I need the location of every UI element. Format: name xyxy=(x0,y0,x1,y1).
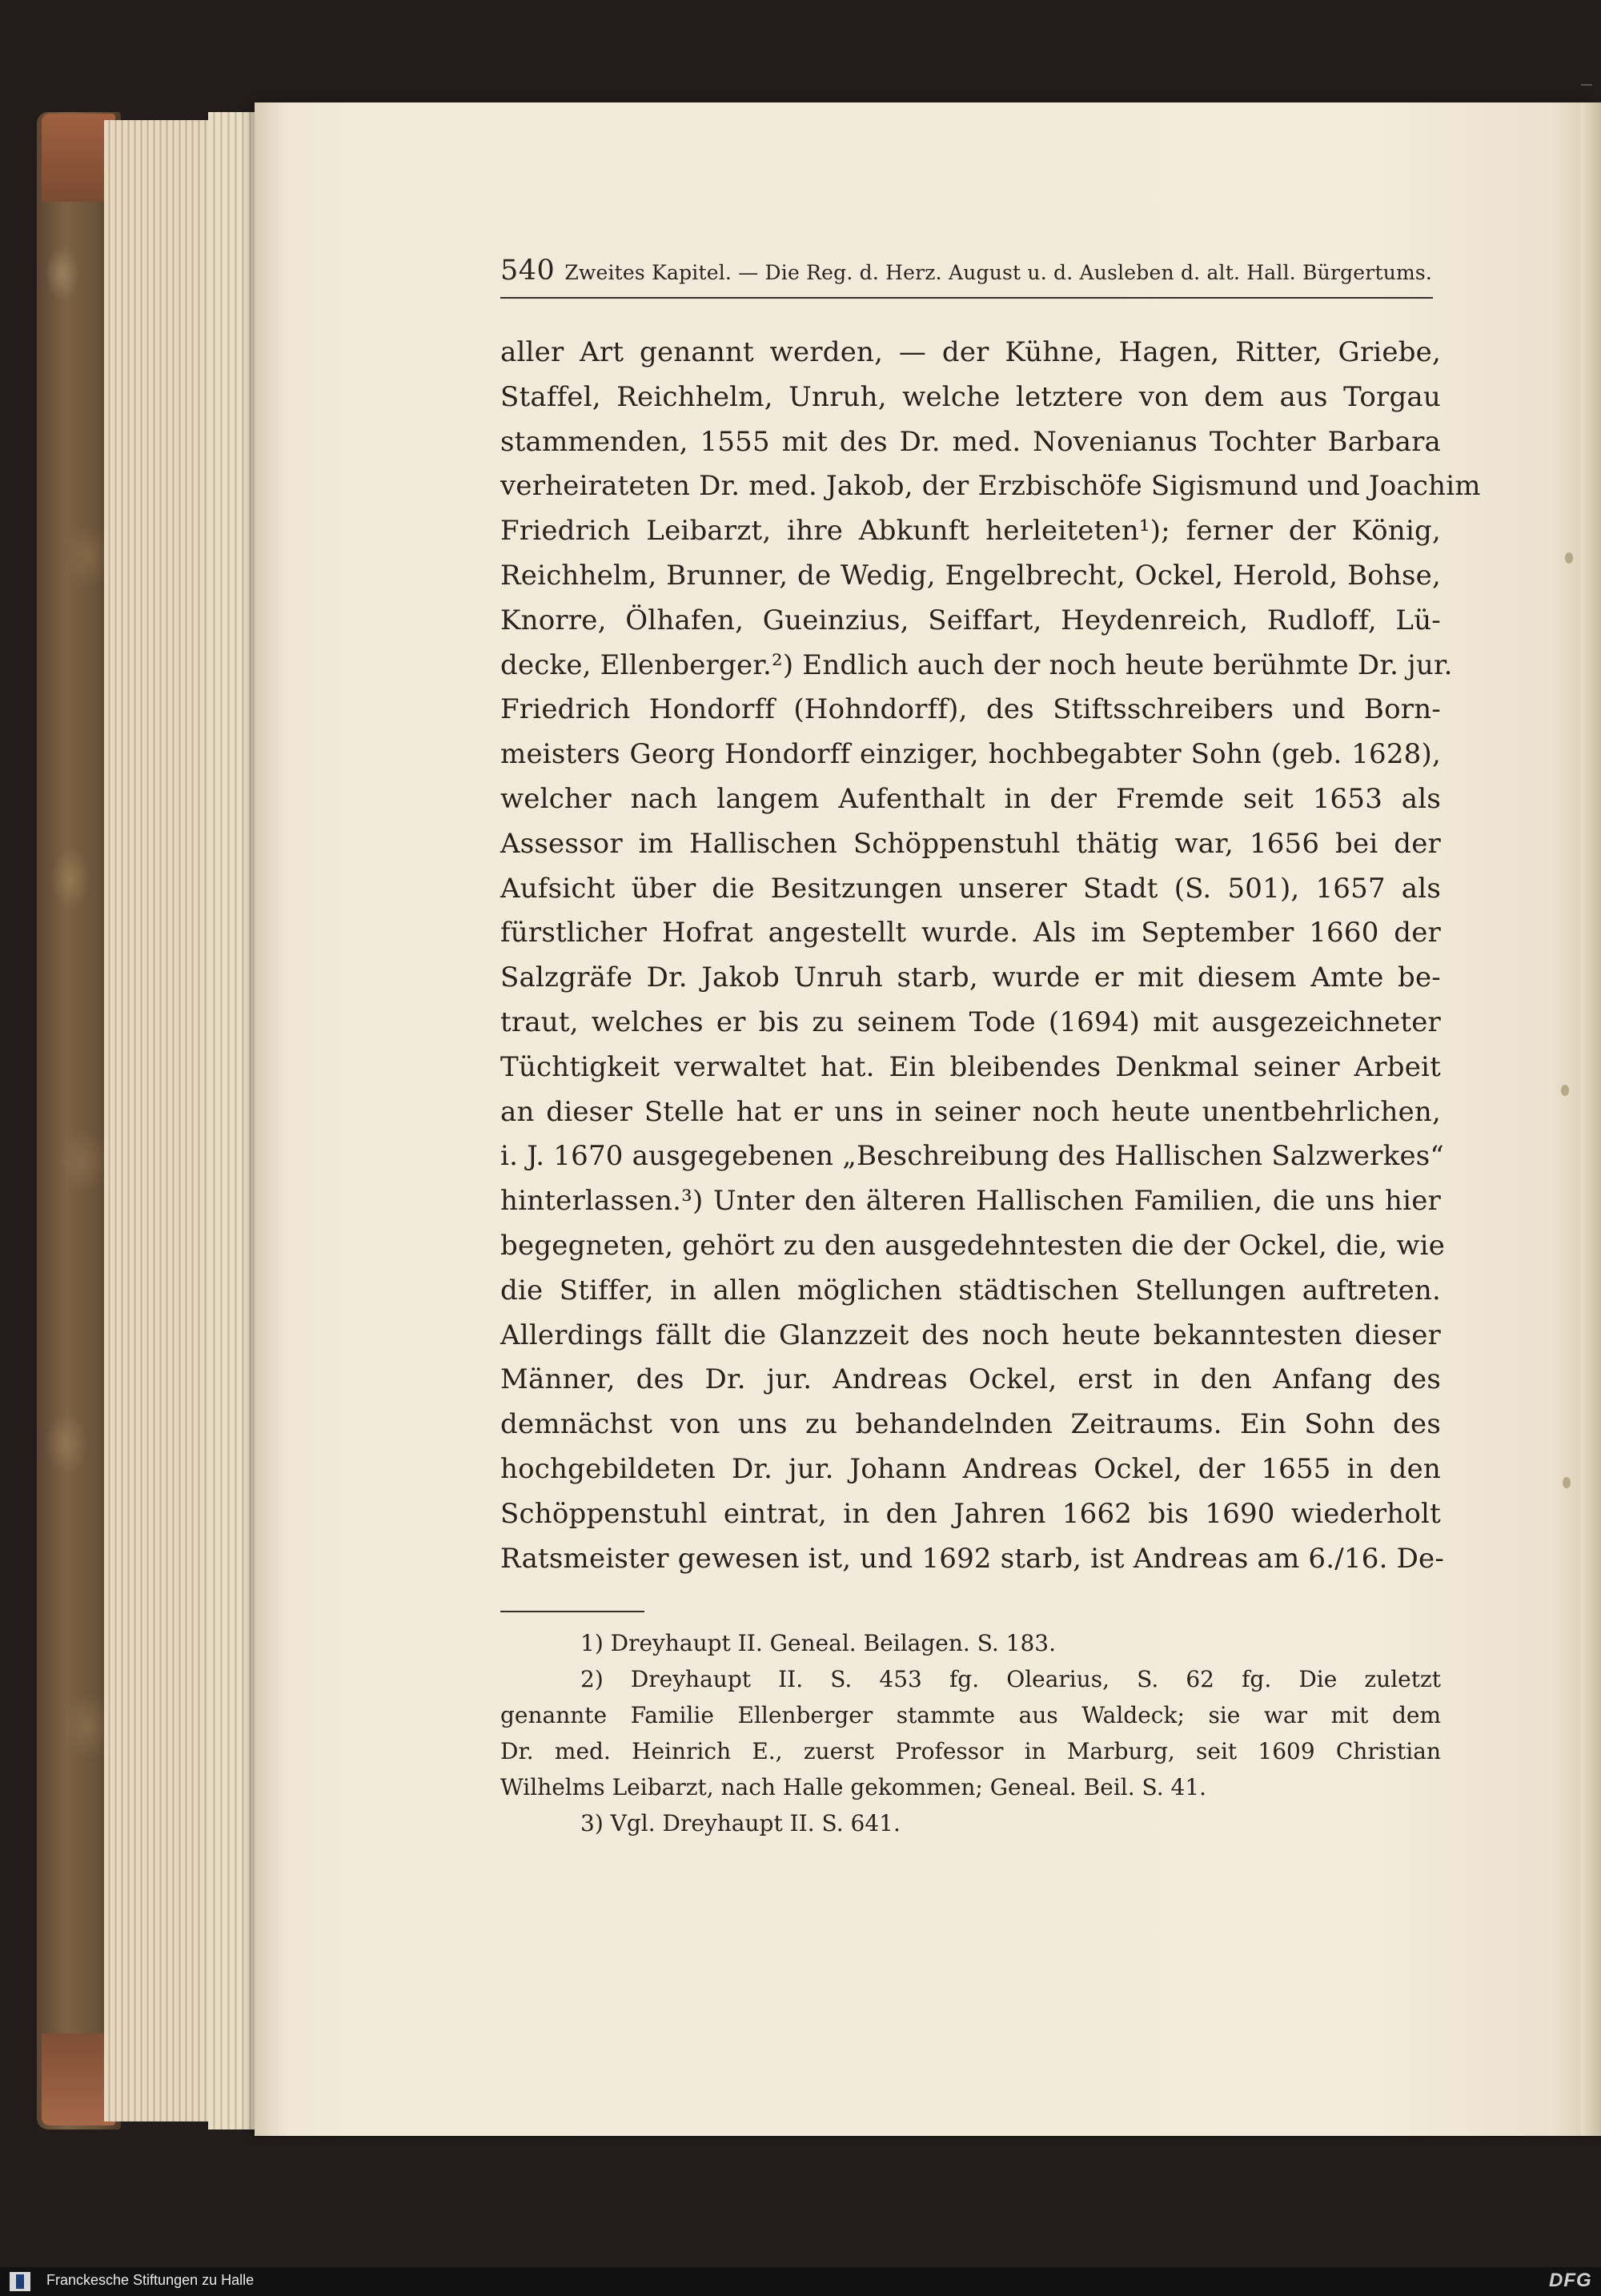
text-line: Ratsmeister gewesen ist, und 1692 starb, ist Andreas am 6./16. De- xyxy=(500,1542,1445,1575)
text-line: aller Art genannt werden, — der Kühne, Hagen, Ritter, Griebe, xyxy=(500,336,1441,368)
text-line: stammenden, 1555 mit des Dr. med. Novenianus Tochter Barbara xyxy=(500,425,1441,458)
page-mark xyxy=(1561,1085,1569,1096)
page-mark xyxy=(1565,552,1573,564)
footnote-2-line: genannte Familie Ellenberger stammte aus Waldeck; sie war mit dem xyxy=(500,1702,1441,1728)
text-line: hochgebildeten Dr. jur. Johann Andreas Ockel, der 1655 in den xyxy=(500,1452,1441,1485)
footnote-rule xyxy=(500,1611,644,1612)
page-mark xyxy=(1563,1477,1571,1488)
text-line: demnächst von uns zu behandelnden Zeitraums. Ein Sohn des xyxy=(500,1408,1441,1441)
text-line: meisters Georg Hondorff einziger, hochbegabter Sohn (geb. 1628), xyxy=(500,738,1441,771)
text-line: fürstlicher Hofrat angestellt wurde. Als im September 1660 der xyxy=(500,917,1441,949)
text-line: begegneten, gehört zu den ausgedehntesten die der Ockel, die, wie xyxy=(500,1229,1446,1262)
footnote-2: 2) Dreyhaupt II. S. 453 fg. Olearius, S. 62 fg. Die zuletzt xyxy=(580,1666,1441,1692)
text-line: Friedrich Leibarzt, ihre Abkunft herleiteten¹); ferner der König, xyxy=(500,515,1441,548)
text-line: an dieser Stelle hat er uns in seiner noch heute unentbehrlichen, xyxy=(500,1095,1441,1128)
text-line: welcher nach langem Aufenthalt in der Fremde seit 1653 als xyxy=(500,782,1441,815)
scan-edge-mark xyxy=(1581,84,1592,86)
text-line: Assessor im Hallischen Schöppenstuhl thätig war, 1656 bei der xyxy=(500,827,1441,860)
body-text xyxy=(500,331,1481,1581)
text-line: Salzgräfe Dr. Jakob Unruh starb, wurde er mit diesem Amte be- xyxy=(500,961,1441,994)
text-line: Knorre, Ölhafen, Gueinzius, Seiffart, Heydenreich, Rudloff, Lü- xyxy=(500,604,1441,636)
text-line: Staffel, Reichhelm, Unruh, welche letztere von dem aus Torgau xyxy=(500,380,1441,413)
text-line: Schöppenstuhl eintrat, in den Jahren 1662 bis 1690 wiederholt xyxy=(500,1497,1441,1530)
institution-name: Franckesche Stiftungen zu Halle xyxy=(46,2272,255,2288)
footnote-2-line: Wilhelms Leibarzt, nach Halle gekommen; Geneal. Beil. S. 41. xyxy=(500,1774,1207,1800)
viewer-footer xyxy=(0,2267,1601,2296)
page-header xyxy=(500,255,1433,296)
text-line: decke, Ellenberger.²) Endlich auch der noch heute berühmte Dr. jur. xyxy=(500,648,1453,681)
text-line: i. J. 1670 ausgegebenen „Beschreibung des Hallischen Salzwerkes“ xyxy=(500,1140,1444,1173)
page-right-edge xyxy=(1581,102,1601,2136)
footnote-3: 3) Vgl. Dreyhaupt II. S. 641. xyxy=(580,1810,901,1836)
dfg-logo: DFG xyxy=(1549,2270,1592,2291)
running-head: Zweites Kapitel. — Die Reg. d. Herz. August u. d. Ausleben d. alt. Hall. Bürgertums. xyxy=(564,261,1433,284)
text-line: Friedrich Hondorff (Hohndorff), des Stiftsschreibers und Born- xyxy=(500,693,1441,726)
text-line: die Stiffer, in allen möglichen städtischen Stellungen auftreten. xyxy=(500,1274,1441,1307)
text-line: Tüchtigkeit verwaltet hat. Ein bleibendes Denkmal seiner Arbeit xyxy=(500,1050,1441,1083)
footnotes xyxy=(500,1625,1441,1841)
footnote-2-line: Dr. med. Heinrich E., zuerst Professor in Marburg, seit 1609 Christian xyxy=(500,1738,1441,1764)
text-line: traut, welches er bis zu seinem Tode (1694) mit ausgezeichneter xyxy=(500,1006,1441,1038)
header-rule xyxy=(500,297,1433,299)
text-line: verheirateten Dr. med. Jakob, der Erzbischöfe Sigismund und Joachim xyxy=(500,470,1481,503)
text-line: Aufsicht über die Besitzungen unserer Stadt (S. 501), 1657 als xyxy=(500,872,1441,905)
footnote-1: 1) Dreyhaupt II. Geneal. Beilagen. S. 183. xyxy=(580,1630,1057,1656)
library-logo-icon xyxy=(10,2272,30,2291)
text-line: hinterlassen.³) Unter den älteren Hallischen Familien, die uns hier xyxy=(500,1185,1441,1218)
text-line: Allerdings fällt die Glanzzeit des noch heute bekanntesten dieser xyxy=(500,1319,1441,1351)
text-line: Männer, des Dr. jur. Andreas Ockel, erst in den Anfang des xyxy=(500,1363,1441,1396)
text-line: Reichhelm, Brunner, de Wedig, Engelbrecht, Ockel, Herold, Bohse, xyxy=(500,559,1441,592)
page-number: 540 xyxy=(500,255,556,287)
